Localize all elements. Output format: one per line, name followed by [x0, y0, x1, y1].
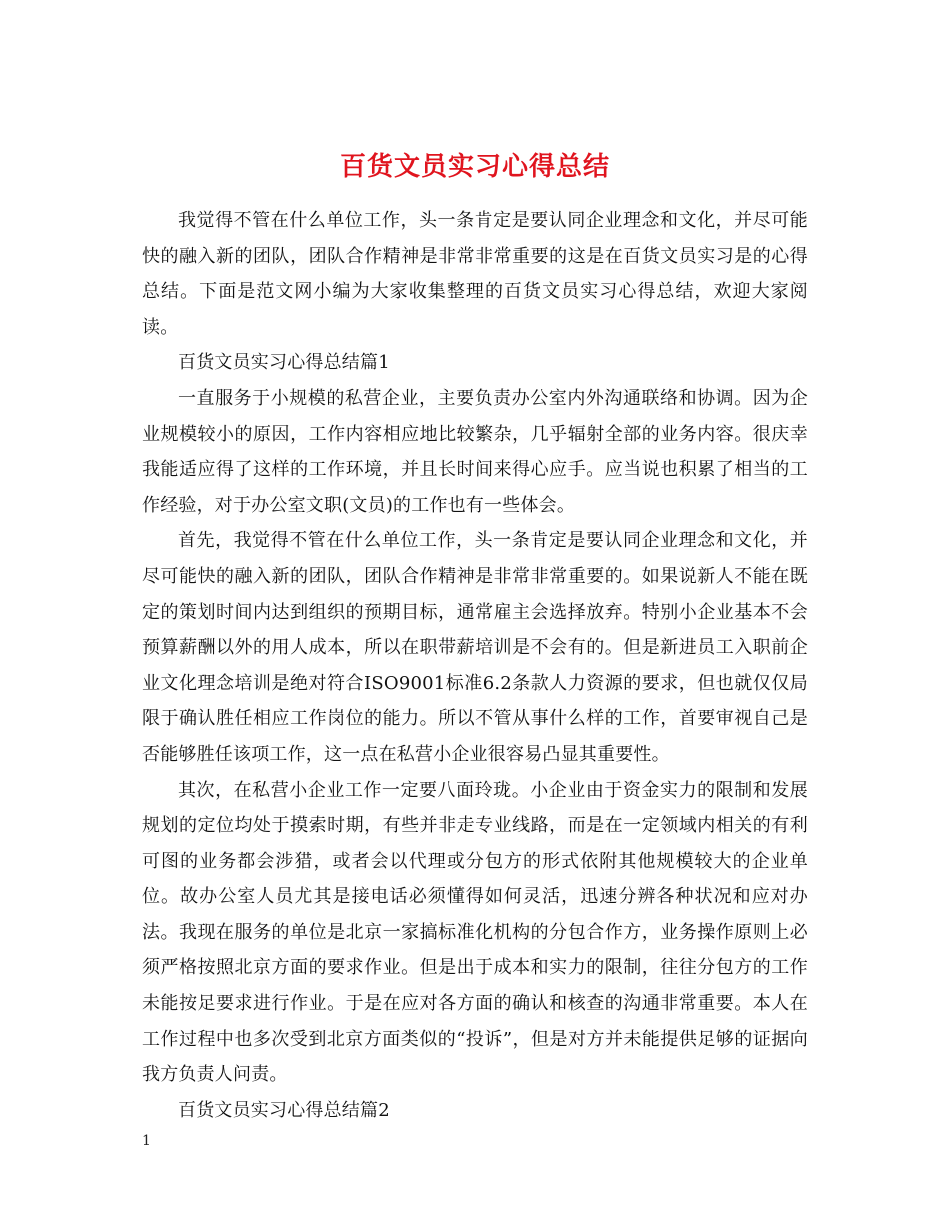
- intro-paragraph: 我觉得不管在什么单位工作，头一条肯定是要认同企业理念和文化，并尽可能快的融入新的团队，团队合作精神是非常非常重要的这是在百货文员实习是的心得总结。下面是范文网小编为大家收集整理的百货文员实习心得总结，欢迎大家阅读。: [142, 210, 808, 338]
- section-heading-2: 百货文员实习心得总结篇2: [178, 1099, 390, 1121]
- body-paragraph: 其次，在私营小企业工作一定要八面玲珑。小企业由于资金实力的限制和发展规划的定位均处于摸索时期，有些并非走专业线路，而是在一定领域内相关的有利可图的业务都会涉猎，或者会以代理或分包方的形式依附其他规模较大的企业单位。故办公室人员尤其是接电话必须懂得如何灵活，迅速分辨各种状况和应对办法。我现在服务的单位是北京一家搞标准化机构的分包合作方，业务操作原则上必须严格按照北京方面的要求作业。但是出于成本和实力的限制，往往分包方的工作未能按足要求进行作业。于是在应对各方面的确认和核查的沟通非常重要。本人在工作过程中也多次受到北京方面类似的“投诉”，但是对方并未能提供足够的证据向我方负责人问责。: [142, 779, 808, 1086]
- section-heading-1: 百货文员实习心得总结篇1: [178, 352, 390, 374]
- body-paragraph: 一直服务于小规模的私营企业，主要负责办公室内外沟通联络和协调。因为企业规模较小的原因，工作内容相应地比较繁杂，几乎辐射全部的业务内容。很庆幸我能适应得了这样的工作环境，并且长时间来得心应手。应当说也积累了相当的工作经验，对于办公室文职(文员)的工作也有一些体会。: [142, 387, 808, 516]
- body-paragraph: 首先，我觉得不管在什么单位工作，头一条肯定是要认同企业理念和文化，并尽可能快的融入新的团队，团队合作精神是非常非常重要的。如果说新人不能在既定的策划时间内达到组织的预期目标，通常雇主会选择放弃。特别小企业基本不会预算薪酬以外的用人成本，所以在职带薪培训是不会有的。但是新进员工入职前企业文化理念培训是绝对符合ISO9001标准6.2条款人力资源的要求，但也就仅仅局限于确认胜任相应工作岗位的能力。所以不管从事什么样的工作，首要审视自己是否能够胜任该项工作，这一点在私营小企业很容易凸显其重要性。: [142, 530, 808, 765]
- document-body: [142, 203, 808, 1128]
- page-number: 1: [142, 1133, 151, 1149]
- document-title: 百货文员实习心得总结: [339, 152, 610, 183]
